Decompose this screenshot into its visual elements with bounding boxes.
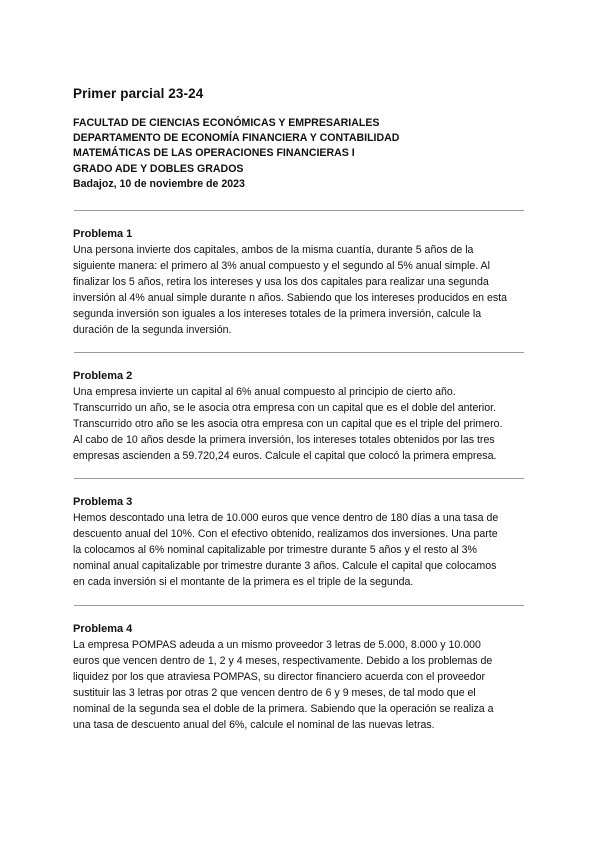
subject-line: MATEMÁTICAS DE LAS OPERACIONES FINANCIERAS I [73, 147, 355, 160]
problem-2 [73, 369, 531, 464]
problem-heading: Problema 4 [73, 623, 133, 635]
institution-header [73, 116, 399, 192]
divider [74, 352, 524, 353]
date-line: Badajoz, 10 de noviembre de 2023 [73, 177, 245, 190]
department-line: DEPARTAMENTO DE ECONOMÍA FINANCIERA Y CONTABILIDAD [73, 132, 400, 145]
problem-statement: Una empresa invierte un capital al 6% anual compuesto al principio de cierto año. Transcurrido un año, se le asocia otra empresa con un capital que es el doble del anterior. Transcurrido otro año se les asocia otra empresa con un capital que es el triple del primero. Al cabo de 10 años desde la primera inversión, los intereses totales obtenidos por las tres empresas ascienden a 59.720,24 euros. Calcule el capital que colocó la primera empresa. [73, 386, 503, 463]
problem-3 [73, 495, 531, 590]
divider [74, 210, 524, 211]
divider [74, 478, 524, 479]
degree-line: GRADO ADE Y DOBLES GRADOS [73, 162, 244, 175]
page-title: Primer parcial 23-24 [73, 86, 204, 101]
problem-heading: Problema 1 [73, 228, 133, 240]
problem-4 [73, 622, 531, 734]
problem-heading: Problema 3 [73, 496, 133, 508]
problem-statement: Hemos descontado una letra de 10.000 euros que vence dentro de 180 días a una tasa de descuento anual del 10%. Con el efectivo obtenido, realizamos dos inversiones. Una parte la colocamos al 6% nominal capitalizable por trimestre durante 5 años y el resto al 3% nominal anual capitalizable por trimestre durante 3 años. Calcule el capital que colocamos en cada inversión si el montante de la primera es el triple de la segunda. [73, 512, 499, 589]
faculty-line: FACULTAD DE CIENCIAS ECONÓMICAS Y EMPRESARIALES [73, 117, 380, 129]
problem-statement: Una persona invierte dos capitales, ambos de la misma cuantía, durante 5 años de la siguiente manera: el primero al 3% anual compuesto y el segundo al 5% anual simple. Al finalizar los 5 años, retira los intereses y usa los dos capitales para realizar una segunda inversión al 4% anual simple durante n años. Sabiendo que los intereses producidos en esta segunda inversión son iguales a los intereses totales de la primera inversión, calcule la duración de la segunda inversión. [73, 244, 508, 337]
problem-statement: La empresa POMPAS adeuda a un mismo proveedor 3 letras de 5.000, 8.000 y 10.000 euros que vencen dentro de 1, 2 y 4 meses, respectivamente. Debido a los problemas de liquidez por los que atraviesa POMPAS, su director financiero acuerda con el proveedor sustituir las 3 letras por otras 2 que vencen dentro de 6 y 9 meses, de tal modo que el nominal de la segunda sea el doble de la primera. Sabiendo que la operación se realiza a una tasa de descuento anual del 6%, calcule el nominal de las nuevas letras. [73, 639, 494, 732]
problem-heading: Problema 2 [73, 370, 133, 382]
divider [74, 605, 524, 606]
problem-1 [73, 227, 531, 339]
